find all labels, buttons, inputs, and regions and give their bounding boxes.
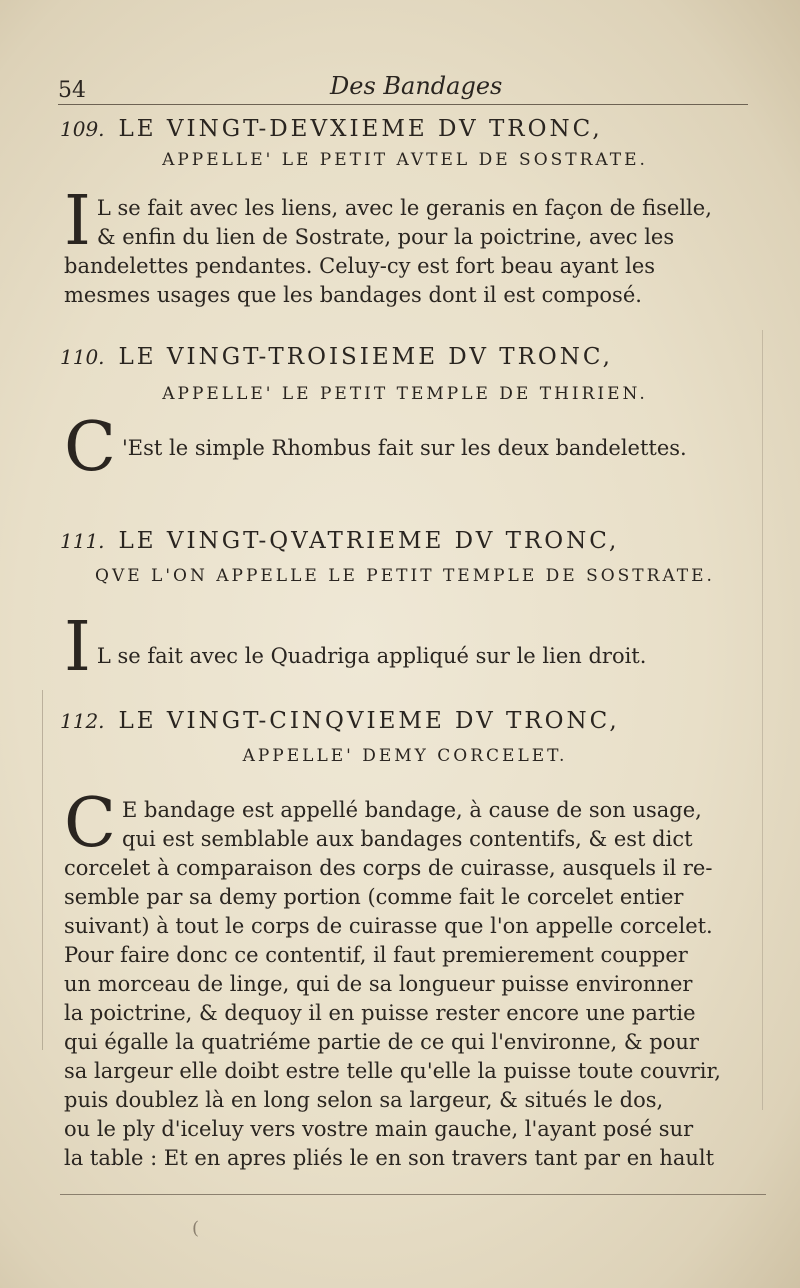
header-rule	[58, 104, 748, 105]
section-paragraph	[64, 784, 750, 1173]
text-line: E bandage est appellé bandage, à cause de son usage,	[122, 798, 702, 822]
right-page-edge	[762, 330, 763, 1110]
section-number: 110.	[60, 345, 105, 369]
text-line: ou le ply d'iceluy vers vostre main gauche, l'ayant posé sur	[64, 1117, 694, 1141]
section-title: LE VINGT-TROISIEME DV TRONC,	[118, 344, 613, 370]
section-subtitle: APPELLE' DEMY CORCELET.	[242, 746, 568, 766]
text-line: puis doublez là en long selon sa largeur, & situés le dos,	[64, 1088, 664, 1112]
dropcap: C	[64, 408, 117, 487]
section-number: 109.	[60, 117, 105, 141]
section-subtitle: APPELLE' LE PETIT TEMPLE DE THIRIEN.	[162, 384, 648, 404]
text-line: la poictrine, & dequoy il en puisse rester encore une partie	[64, 1001, 696, 1025]
left-page-edge	[42, 690, 43, 1050]
text-line: qui est semblable aux bandages contentifs, & est dict	[122, 827, 693, 851]
section-paragraph	[64, 608, 750, 687]
bottom-rule	[60, 1194, 766, 1195]
bottom-mark: (	[192, 1218, 200, 1239]
text-line: Pour faire donc ce contentif, il faut premierement coupper	[64, 943, 688, 967]
page-number: 54	[58, 78, 86, 103]
section-heading	[60, 708, 750, 734]
section-title: LE VINGT-DEVXIEME DV TRONC,	[118, 116, 603, 142]
dropcap: I	[64, 608, 91, 687]
running-head: Des Bandages	[330, 72, 503, 100]
section-number: 112.	[60, 709, 105, 733]
text-line: L se fait avec les liens, avec le geranis en façon de fiselle,	[96, 196, 712, 220]
section-number: 111.	[60, 529, 105, 553]
section-paragraph	[64, 182, 750, 310]
text-line: la table : Et en apres pliés le en son travers tant par en hault	[64, 1146, 715, 1170]
text-line: bandelettes pendantes. Celuy-cy est fort beau ayant les	[64, 254, 656, 278]
text-line: semble par sa demy portion (comme fait le corcelet entier	[64, 885, 684, 909]
section-heading	[60, 116, 750, 142]
text-line: corcelet à comparaison des corps de cuirasse, ausquels il re-	[64, 856, 713, 880]
text-line: suivant) à tout le corps de cuirasse que l'on appelle corcelet.	[64, 914, 713, 938]
dropcap: C	[64, 784, 117, 863]
section-heading	[60, 528, 750, 554]
text-line: sa largeur elle doibt estre telle qu'elle la puisse toute couvrir,	[64, 1059, 721, 1083]
text-line: qui égalle la quatriéme partie de ce qui l'environne, & pour	[64, 1030, 699, 1054]
section-paragraph	[64, 408, 750, 487]
section-heading	[60, 344, 750, 370]
section-subtitle: QVE L'ON APPELLE LE PETIT TEMPLE DE SOSTRATE.	[95, 566, 715, 586]
section-title: LE VINGT-CINQVIEME DV TRONC,	[118, 708, 620, 734]
section-subtitle: APPELLE' LE PETIT AVTEL DE SOSTRATE.	[162, 150, 648, 170]
text-line: un morceau de linge, qui de sa longueur puisse environner	[64, 972, 693, 996]
dropcap: I	[64, 182, 91, 261]
text-line: & enfin du lien de Sostrate, pour la poictrine, avec les	[96, 225, 675, 249]
text-line: L se fait avec le Quadriga appliqué sur le lien droit.	[96, 644, 647, 668]
section-title: LE VINGT-QVATRIEME DV TRONC,	[118, 528, 620, 554]
text-line: mesmes usages que les bandages dont il est composé.	[64, 283, 642, 307]
text-line: 'Est le simple Rhombus fait sur les deux bandelettes.	[122, 436, 687, 460]
